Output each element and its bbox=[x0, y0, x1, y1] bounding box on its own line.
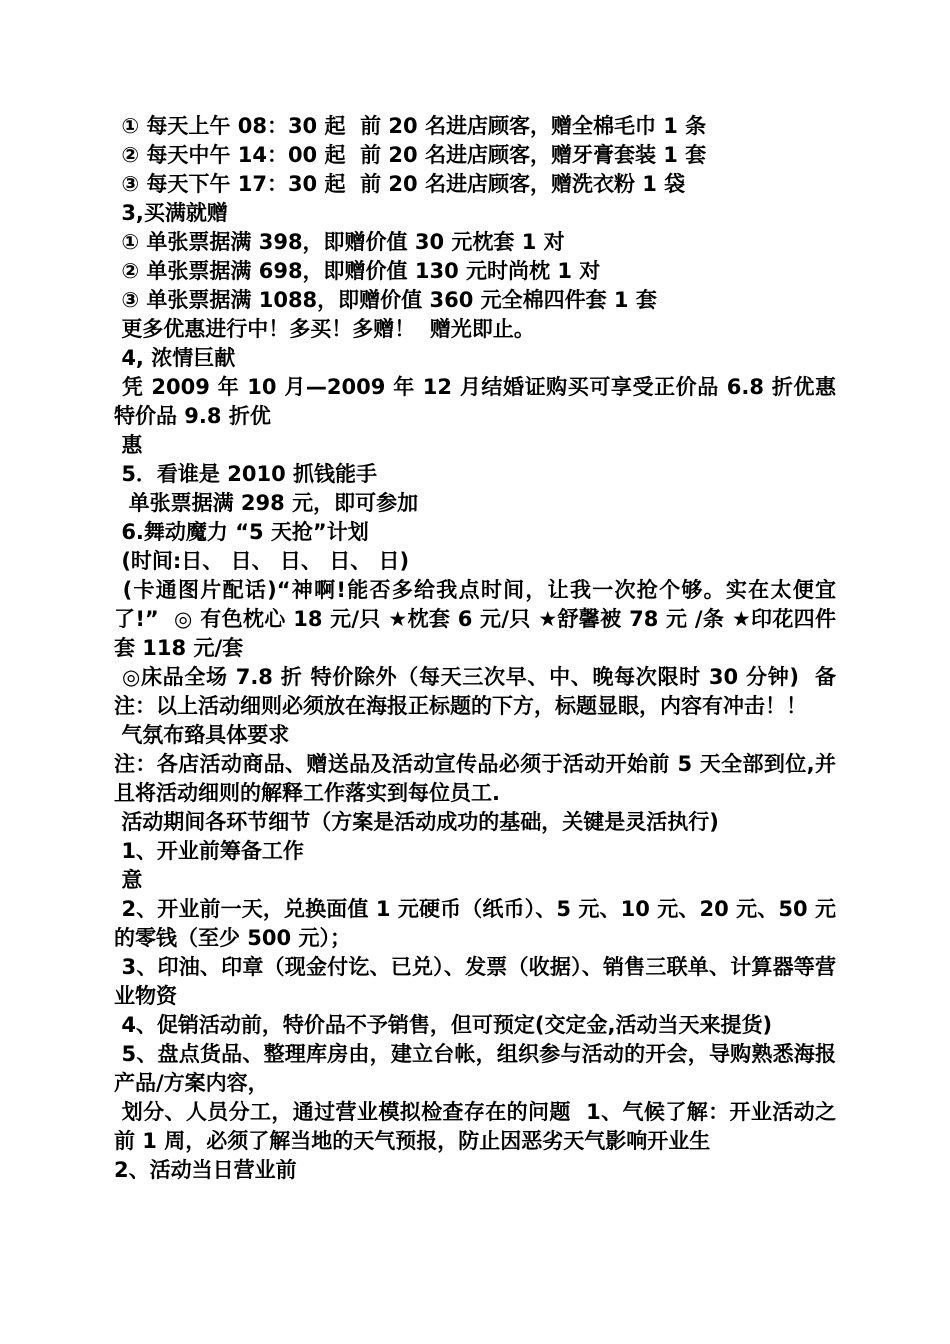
buy-gift-tier-1: ① 单张票据满 398，即赠价值 30 元枕套 1 对 bbox=[114, 230, 565, 254]
marriage-discount-paragraph: 凭 2009 年 10 月—2009 年 12 月结婚证购买可享受正价品 6.8 折优惠特价品 9.8 折优 bbox=[114, 375, 837, 428]
section-heading-details: 活动期间各环节细节（方案是活动成功的基础，关键是灵活执行) bbox=[114, 810, 719, 834]
section-heading-money-winner: 5．看谁是 2010 抓钱能手 bbox=[114, 462, 377, 486]
cartoon-caption-paragraph: (卡通图片配话)“神啊!能否多给我点时间，让我一次抢个够。实在太便宜了!” ◎ 有色枕心 18 元/只 ★枕套 6 元/只 ★舒馨被 78 元 /条 ★印花四件套 118 元/套 bbox=[114, 578, 836, 660]
money-winner-condition: 单张票据满 298 元，即可参加 bbox=[114, 491, 419, 515]
five-day-time-line: (时间:日、 日、 日、 日、 日) bbox=[114, 549, 410, 573]
more-offers-line: 更多优惠进行中！多买！多赠！ 赠光即止。 bbox=[114, 317, 535, 341]
note-paragraph: 注：各店活动商品、赠送品及活动宣传品必须于活动开始前 5 天全部到位,并且将活动细则的解释工作落实到每位员工. bbox=[114, 752, 836, 805]
section-heading-atmosphere: 气氛布臵具体要求 bbox=[114, 723, 290, 747]
prep-stray-char: 意 bbox=[114, 868, 143, 892]
gift-afternoon-line: ③ 每天下午 17：30 起 前 20 名进店顾客，赠洗衣粉 1 袋 bbox=[114, 172, 686, 196]
buy-gift-tier-3: ③ 单张票据满 1088，即赠价值 360 元全棉四件套 1 套 bbox=[114, 288, 657, 312]
gift-morning-line: ① 每天上午 08：30 起 前 20 名进店顾客，赠全棉毛巾 1 条 bbox=[114, 114, 707, 138]
prep-heading: 1、开业前筹备工作 bbox=[114, 839, 304, 863]
prep-item-4: 4、促销活动前，特价品不予销售，但可预定(交定金,活动当天来提货) bbox=[114, 1013, 773, 1037]
section-heading-buy-gift: 3,买满就赠 bbox=[114, 201, 228, 225]
event-day-heading: 2、活动当日营业前 bbox=[114, 1158, 297, 1182]
prep-item-3: 3、印油、印章（现金付讫、已兑）、发票（收据）、销售三联单、计算器等营业物资 bbox=[114, 955, 837, 1008]
prep-item-5: 5、盘点货品、整理库房由，建立台帐，组织参与活动的开会，导购熟悉海报产品/方案内容， bbox=[114, 1042, 837, 1095]
section-heading-five-day: 6.舞动魔力 “5 天抢”计划 bbox=[114, 520, 369, 544]
marriage-discount-tail: 惠 bbox=[114, 433, 143, 457]
division-weather-paragraph: 划分、人员分工，通过营业模拟检查存在的问题 1、气候了解：开业活动之前 1 周，必须了解当地的天气预报，防止因恶劣天气影响开业生 bbox=[114, 1100, 837, 1153]
buy-gift-tier-2: ② 单张票据满 698，即赠价值 130 元时尚枕 1 对 bbox=[114, 259, 601, 283]
gift-noon-line: ② 每天中午 14：00 起 前 20 名进店顾客，赠牙膏套装 1 套 bbox=[114, 143, 707, 167]
bedding-discount-paragraph: ◎床品全场 7.8 折 特价除外（每天三次早、中、晚每次限时 30 分钟) 备注：以上活动细则必须放在海报正标题的下方，标题显眼，内容有冲击！！ bbox=[114, 665, 836, 718]
document-body bbox=[114, 112, 836, 1185]
prep-item-2: 2、开业前一天，兑换面值 1 元硬币（纸币）、5 元、10 元、20 元、50 元的零钱（至少 500 元）； bbox=[114, 897, 837, 950]
section-heading-offer: 4, 浓情巨献 bbox=[114, 346, 236, 370]
